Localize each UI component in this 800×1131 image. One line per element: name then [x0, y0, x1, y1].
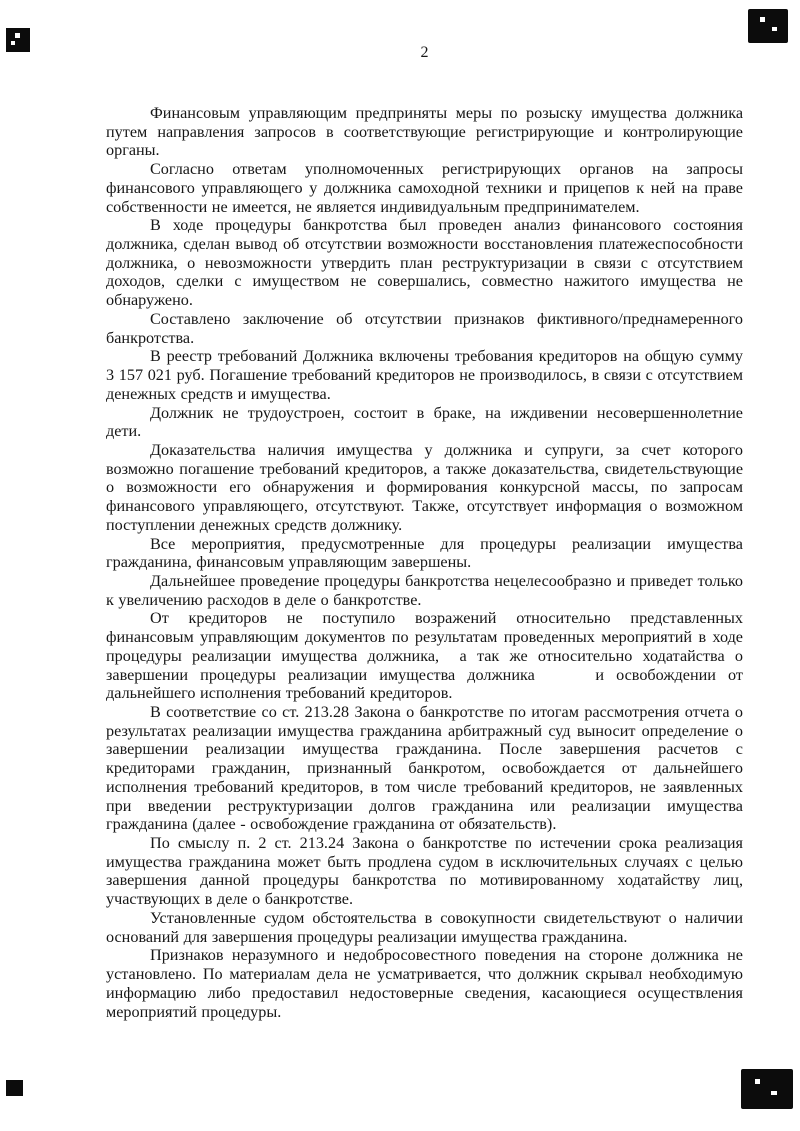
paragraph: Дальнейшее проведение процедуры банкротства нецелесообразно и приведет только к увеличению расходов в деле о банкротстве. [106, 571, 743, 609]
scan-corner-mark-bottom-right [741, 1069, 793, 1109]
paragraph: В ходе процедуры банкротства был проведен анализ финансового состояния должника, сделан вывод об отсутствии возможности восстановления платежеспособности должника, о невозможности утвердить план реструктуризации в связи с отсутствием доходов, сделки с имуществом не совершались, совместно нажитого имущества не обнаружено. [106, 216, 743, 310]
paragraph: Должник не трудоустроен, состоит в браке, на иждивении несовершеннолетние дети. [106, 403, 743, 441]
paragraph: Установленные судом обстоятельства в совокупности свидетельствуют о наличии оснований для завершения процедуры реализации имущества гражданина. [106, 908, 743, 946]
paragraph: Все мероприятия, предусмотренные для процедуры реализации имущества гражданина, финансовым управляющим завершены. [106, 534, 743, 572]
scan-corner-mark-top-left [6, 28, 30, 52]
page-number: 2 [420, 44, 429, 61]
paragraph: По смыслу п. 2 ст. 213.24 Закона о банкротстве по истечении срока реализация имущества гражданина может быть продлена судом в исключительных случаях с целью завершения данной процедуры банкротства по мотивированному ходатайству лиц, участвующих в деле о банкротстве. [106, 834, 743, 909]
paragraph: Составлено заключение об отсутствии признаков фиктивного/преднамеренного банкротства. [106, 309, 743, 347]
corner-mark-dot [760, 17, 765, 22]
document-text [106, 104, 743, 1021]
paragraph: Признаков неразумного и недобросовестного поведения на стороне должника не установлено. По материалам дела не усматривается, что должник скрывал необходимую информацию либо предоставил недостоверные сведения, касающиеся осуществления мероприятий процедуры. [106, 946, 743, 1021]
corner-mark-dot [15, 33, 20, 38]
corner-mark-dot [11, 41, 15, 45]
scan-corner-mark-top-right [748, 9, 788, 43]
scan-corner-mark-bottom-left [6, 1080, 23, 1096]
paragraph: Финансовым управляющим предприняты меры по розыску имущества должника путем направления запросов в соответствующие регистрирующие и контролирующие органы. [106, 104, 743, 160]
corner-mark-dot [771, 1091, 777, 1095]
paragraph: От кредиторов не поступило возражений относительно представленных финансовым управляющим документов по результатам проведенных мероприятий в ходе процедуры реализации имущества должника, а так же относительно ходатайства о завершении процедуры реализации имущества должника и освобождении от дальнейшего исполнения требований кредиторов. [106, 609, 743, 703]
paragraph: В соответствие со ст. 213.28 Закона о банкротстве по итогам рассмотрения отчета о результатах реализации имущества гражданина арбитражный суд выносит определение о завершении реализации имущества гражданина. После завершения расчетов с кредиторами гражданин, признанный банкротом, освобождается от дальнейшего исполнения требований кредиторов, в том числе требований кредиторов, не заявленных при введении реструктуризации долгов гражданина или реализации имущества гражданина (далее - освобождение гражданина от обязательств). [106, 703, 743, 834]
corner-mark-dot [772, 27, 777, 31]
paragraph: Согласно ответам уполномоченных регистрирующих органов на запросы финансового управляющего у должника самоходной техники и прицепов к ней на праве собственности не имеется, не является индивидуальным предпринимателем. [106, 160, 743, 216]
paragraph: Доказательства наличия имущества у должника и супруги, за счет которого возможно погашение требований кредиторов, а также доказательства, свидетельствующие о возможности его обнаружения и формирования конкурсной массы, по запросам финансового управляющего, отсутствуют. Также, отсутствует информация о возможном поступлении денежных средств должнику. [106, 440, 743, 534]
corner-mark-dot [755, 1079, 760, 1084]
paragraph: В реестр требований Должника включены требования кредиторов на общую сумму 3 157 021 руб. Погашение требований кредиторов не производилось, в связи с отсутствием денежных средств и имущества. [106, 347, 743, 403]
